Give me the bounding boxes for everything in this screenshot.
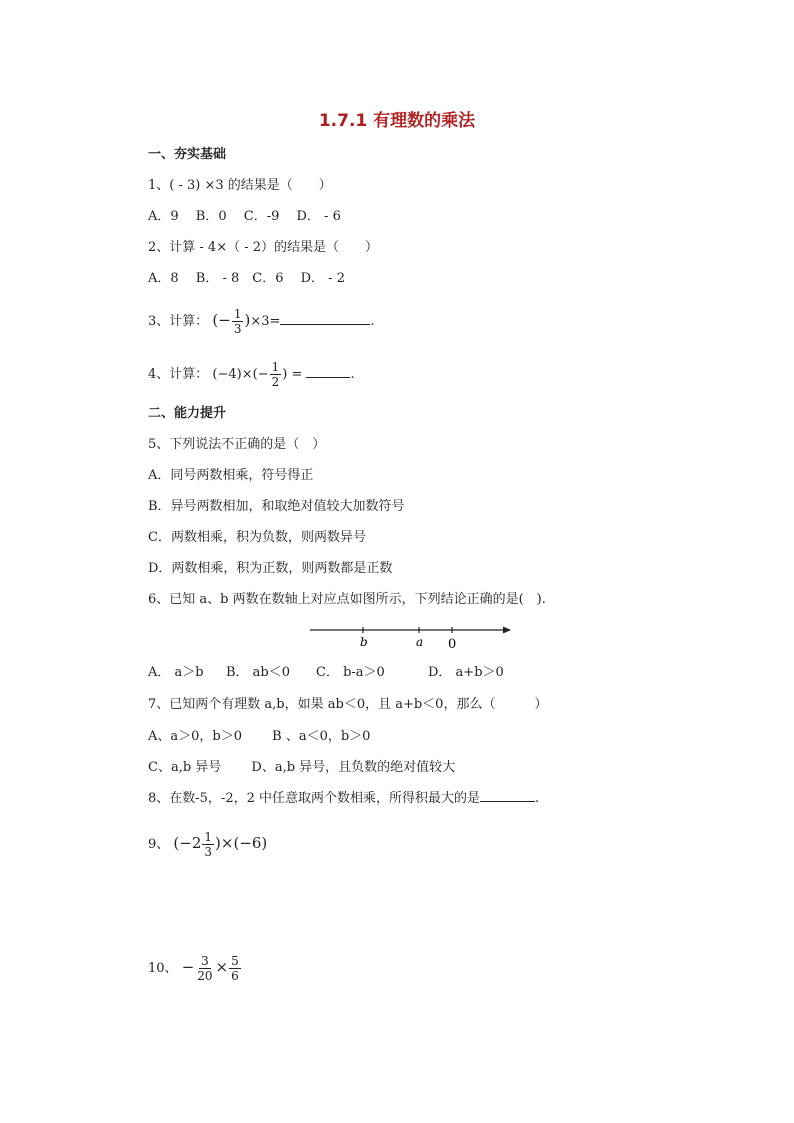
question-8 <box>148 790 539 808</box>
fraction <box>232 307 244 336</box>
section-heading-basic: 一、夯实基础 <box>148 147 227 162</box>
numerator: 1 <box>204 830 213 844</box>
answer-blank[interactable] <box>480 801 535 802</box>
question-4-end: . <box>350 367 355 382</box>
question-2-options: A．8 B． - 8 C．6 D． - 2 <box>148 271 345 286</box>
question-9-open: (−2 <box>173 834 202 852</box>
question-4-expr-left: (−4)×(− <box>212 367 269 382</box>
numerator: 3 <box>201 954 209 968</box>
label-b: b <box>360 635 368 649</box>
section-heading-advanced: 二、能力提升 <box>148 406 227 421</box>
denominator: 20 <box>197 969 213 983</box>
label-a: a <box>416 635 424 649</box>
question-9 <box>148 830 267 859</box>
question-9-rest: )×(−6) <box>215 834 268 852</box>
question-1: 1、( - 3) ×3 的结果是（ ） <box>148 178 332 193</box>
question-7-options-2: C、a,b 异号 D、a,b 异号，且负数的绝对值较大 <box>148 760 456 775</box>
label-zero: 0 <box>448 637 457 652</box>
question-6-option-a: A． a＞b <box>148 665 204 680</box>
question-3-open: (− <box>212 311 231 329</box>
question-6-option-d: D． a+b＞0 <box>428 665 504 680</box>
question-10-prefix: 10、 <box>148 961 178 976</box>
question-5-option-c: C．两数相乘，积为负数，则两数异号 <box>148 530 366 545</box>
page-title: 1.7.1 有理数的乘法 <box>318 111 476 131</box>
numerator: 1 <box>233 307 242 321</box>
denominator: 3 <box>204 845 213 859</box>
question-5-option-d: D．两数相乘，积为正数，则两数都是正数 <box>148 561 393 576</box>
question-6-options <box>148 664 504 682</box>
question-7-options-1: A、a＞0，b＞0 B 、a＜0，b＞0 <box>148 729 371 744</box>
question-9-prefix: 9、 <box>148 837 170 852</box>
number-line <box>305 618 520 652</box>
question-3-prefix: 3、计算： <box>148 314 209 329</box>
question-6-option-b: B． ab＜0 <box>226 665 291 680</box>
answer-blank[interactable] <box>280 324 370 325</box>
fraction <box>195 954 214 983</box>
question-3-close: ) <box>244 311 251 329</box>
question-5: 5、下列说法不正确的是（ ） <box>148 437 326 452</box>
fraction <box>202 830 214 859</box>
numerator: 1 <box>271 360 280 374</box>
question-4-prefix: 4、计算： <box>148 367 209 382</box>
question-3 <box>148 307 375 336</box>
question-5-option-b: B．异号两数相加，和取绝对值较大加数符号 <box>148 499 405 514</box>
numerator: 5 <box>231 954 239 968</box>
question-8-end: . <box>535 791 540 806</box>
question-8-text: 8、在数-5，-2，2 中任意取两个数相乘，所得积最大的是 <box>148 791 481 806</box>
question-4-expr-right: ) = <box>282 367 303 382</box>
denominator: 2 <box>271 375 280 389</box>
question-10-times: × <box>215 958 229 976</box>
question-4 <box>148 360 355 389</box>
fraction <box>229 954 241 983</box>
denominator: 6 <box>231 969 239 983</box>
question-1-options: A．9 B．0 C．-9 D． - 6 <box>148 209 341 224</box>
question-7: 7、已知两个有理数 a,b，如果 ab＜0，且 a+b＜0，那么（ ） <box>148 697 548 712</box>
question-6-option-c: C． b-a＞0 <box>316 665 385 680</box>
denominator: 3 <box>233 322 242 336</box>
question-3-rest: ×3= <box>250 314 281 329</box>
question-5-option-a: A．同号两数相乘，符号得正 <box>148 468 314 483</box>
answer-blank[interactable] <box>306 377 350 378</box>
question-6: 6、已知 a、b 两数在数轴上对应点如图所示，下列结论正确的是( ). <box>148 592 546 607</box>
fraction <box>270 360 282 389</box>
question-3-end: . <box>370 314 375 329</box>
question-10-minus: − <box>181 958 195 976</box>
question-10 <box>148 954 242 983</box>
arrow-head-icon <box>503 627 511 634</box>
question-2: 2、计算 - 4×（ - 2）的结果是（ ） <box>148 240 379 255</box>
